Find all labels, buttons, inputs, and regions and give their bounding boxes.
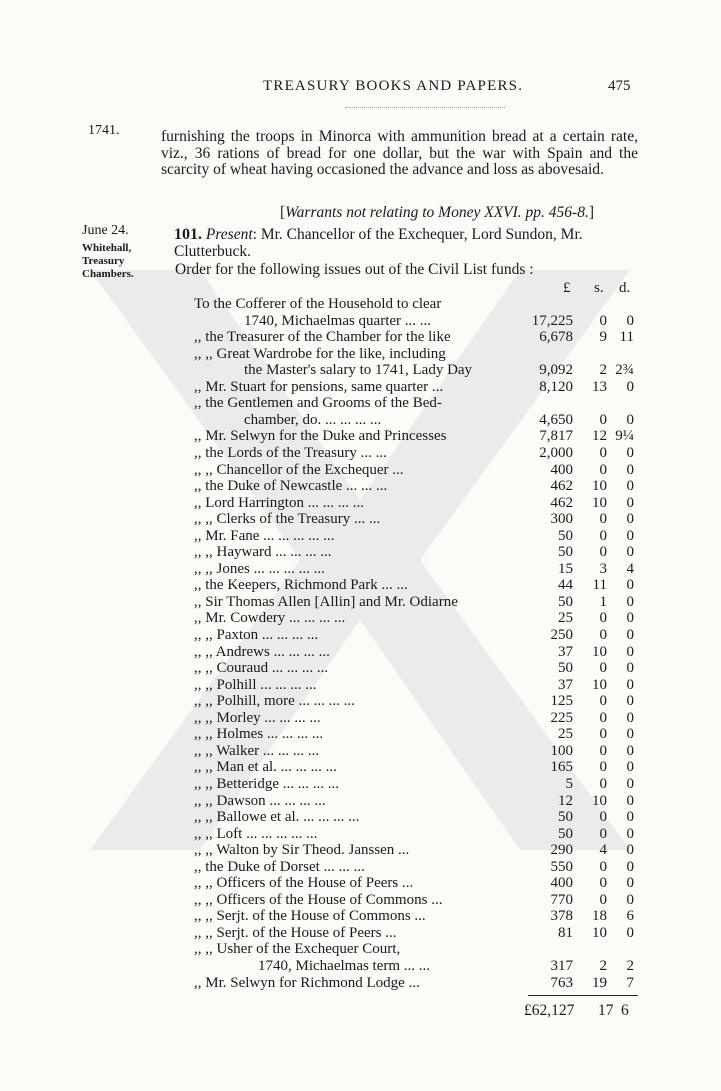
amount-pence: 11 <box>619 329 634 346</box>
amount-pounds: 17,225 <box>531 312 573 329</box>
amount-pence: 2 <box>626 958 634 974</box>
amount-shillings: 0 <box>599 312 607 329</box>
amount-pounds: 9,092 <box>539 362 573 379</box>
row-description: ,, ,, Man et al. ... ... ... ... <box>194 759 337 776</box>
amount-pounds: 400 <box>550 461 573 478</box>
amount-pence: 0 <box>626 478 634 495</box>
amount-shillings: 0 <box>599 511 607 528</box>
amount-pence: 0 <box>626 842 634 859</box>
row-description: ,, ,, Hayward ... ... ... ... <box>194 544 332 561</box>
row-description: ,, ,, Clerks of the Treasury ... ... <box>194 511 381 528</box>
total-shillings: 17 <box>598 1002 614 1019</box>
row-description: 1740, Michaelmas term ... ... <box>258 958 431 974</box>
table-row <box>0 677 721 694</box>
amount-pounds: 125 <box>550 693 573 710</box>
table-row <box>0 660 721 677</box>
amount-pounds: 250 <box>550 627 573 643</box>
amount-pence: 0 <box>626 527 634 544</box>
amount-shillings: 0 <box>599 411 607 428</box>
amount-pence: 0 <box>626 577 634 594</box>
table-row <box>0 809 721 826</box>
amount-shillings: 4 <box>599 842 607 859</box>
table-row <box>0 511 721 528</box>
amount-pounds: 165 <box>550 759 573 776</box>
amount-pence: 0 <box>626 875 634 892</box>
table-row <box>0 610 721 627</box>
table-row <box>0 975 721 992</box>
total-rule <box>528 995 638 996</box>
table-row <box>0 495 721 512</box>
row-description: ,, the Keepers, Richmond Park ... ... <box>194 577 408 594</box>
row-description: ,, ,, Walker ... ... ... ... <box>194 742 320 759</box>
col-header-pence: d. <box>619 280 631 296</box>
amount-shillings: 19 <box>592 974 607 991</box>
row-description: ,, the Gentlemen and Grooms of the Bed- <box>194 395 442 412</box>
table-row <box>0 577 721 594</box>
amount-pounds: 378 <box>550 908 573 925</box>
total-pounds: £62,127 <box>524 1002 575 1019</box>
row-description: To the Cofferer of the Household to clear <box>194 296 442 312</box>
amount-pounds: 12 <box>558 792 573 809</box>
row-description: ,, ,, Usher of the Exchequer Court, <box>194 941 401 958</box>
amount-pence: 0 <box>626 511 634 528</box>
amount-shillings: 0 <box>599 444 607 461</box>
amount-pence: 0 <box>626 610 634 627</box>
table-row <box>0 379 721 396</box>
row-description: ,, ,, Loft ... ... ... ... ... <box>194 825 318 842</box>
row-description: ,, Mr. Fane ... ... ... ... ... <box>194 527 335 544</box>
amount-pounds: 37 <box>558 643 573 660</box>
table-row <box>0 627 721 644</box>
amount-pence: 0 <box>626 742 634 759</box>
present-text: : Mr. Chancellor of the Exchequer, Lord Sundon, Mr. Clutterbuck. <box>174 226 583 260</box>
amount-pounds: 317 <box>550 958 573 974</box>
amount-shillings: 0 <box>599 759 607 776</box>
col-header-shillings: s. <box>594 280 604 296</box>
amount-pounds: 37 <box>558 676 573 693</box>
amount-pence: 0 <box>626 444 634 461</box>
col-header-pounds: £ <box>563 280 571 296</box>
table-row <box>0 859 721 876</box>
amount-pence: 9¼ <box>615 428 634 445</box>
table-row <box>0 693 721 710</box>
margin-place-3: Chambers. <box>82 268 134 280</box>
amount-pounds: 7,817 <box>539 428 573 445</box>
amount-pounds: 100 <box>550 742 573 759</box>
amount-pounds: 25 <box>558 610 573 627</box>
table-row <box>0 776 721 793</box>
table-row <box>0 908 721 925</box>
amount-pounds: 6,678 <box>539 329 573 346</box>
amount-shillings: 0 <box>599 891 607 908</box>
table-row <box>0 428 721 445</box>
row-description: ,, ,, Great Wardrobe for the like, including <box>194 345 446 362</box>
amount-pence: 4 <box>626 560 634 577</box>
total-pence: 6 <box>621 1002 629 1019</box>
amount-shillings: 10 <box>592 494 607 511</box>
entry-heading <box>174 227 640 260</box>
row-description: ,, ,, Serjt. of the House of Commons ... <box>194 908 426 925</box>
warrant-note <box>280 204 594 222</box>
page-number: 475 <box>608 78 631 94</box>
amount-pence: 0 <box>626 891 634 908</box>
table-row <box>0 296 721 313</box>
row-description: ,, ,, Officers of the House of Peers ... <box>194 875 414 892</box>
table-row <box>0 644 721 661</box>
row-description: ,, ,, Paxton ... ... ... ... <box>194 627 319 643</box>
row-description: ,, ,, Polhill ... ... ... ... <box>194 676 317 693</box>
amount-pounds: 25 <box>558 726 573 743</box>
amount-pence: 2¾ <box>615 362 634 379</box>
amount-pence: 0 <box>626 544 634 561</box>
row-description: ,, ,, Serjt. of the House of Peers ... <box>194 924 397 941</box>
amount-shillings: 10 <box>592 643 607 660</box>
table-row <box>0 561 721 578</box>
amount-shillings: 0 <box>599 858 607 875</box>
amount-pounds: 50 <box>558 544 573 561</box>
row-description: ,, the Duke of Dorset ... ... ... <box>194 858 365 875</box>
table-row <box>0 892 721 909</box>
row-description: the Master's salary to 1741, Lady Day <box>244 362 473 379</box>
table-row <box>0 842 721 859</box>
bracket-close: ] <box>588 204 595 221</box>
amount-shillings: 0 <box>599 693 607 710</box>
amount-pence: 0 <box>626 775 634 792</box>
amount-pounds: 763 <box>550 974 573 991</box>
table-row <box>0 329 721 346</box>
row-description: ,, ,, Betteridge ... ... ... ... <box>194 775 339 792</box>
amount-shillings: 0 <box>599 461 607 478</box>
table-row <box>0 743 721 760</box>
row-description: ,, Mr. Stuart for pensions, same quarter ... <box>194 378 444 395</box>
table-row <box>0 313 721 330</box>
row-description: ,, Sir Thomas Allen [Allin] and Mr. Odiarne <box>194 593 458 610</box>
amount-shillings: 13 <box>592 378 607 395</box>
amount-pounds: 462 <box>550 478 573 495</box>
margin-year: 1741. <box>88 123 120 138</box>
row-description: ,, Mr. Selwyn for the Duke and Princesses <box>194 428 447 445</box>
margin-date: June 24. <box>82 223 129 238</box>
amount-shillings: 0 <box>599 709 607 726</box>
row-description: ,, ,, Jones ... ... ... ... ... <box>194 560 325 577</box>
row-description: ,, ,, Morley ... ... ... ... <box>194 709 321 726</box>
table-row <box>0 395 721 412</box>
table-row <box>0 528 721 545</box>
amount-shillings: 0 <box>599 544 607 561</box>
table-row <box>0 594 721 611</box>
amount-shillings: 0 <box>599 809 607 826</box>
amount-pence: 0 <box>626 378 634 395</box>
entry-number: 101. <box>174 226 202 243</box>
amount-pounds: 225 <box>550 709 573 726</box>
amount-shillings: 9 <box>599 329 607 346</box>
amount-pounds: 50 <box>558 825 573 842</box>
amount-shillings: 2 <box>599 362 607 379</box>
amount-shillings: 0 <box>599 875 607 892</box>
amount-shillings: 10 <box>592 478 607 495</box>
amount-pounds: 400 <box>550 875 573 892</box>
amount-pence: 6 <box>626 908 634 925</box>
row-description: chamber, do. ... ... ... ... <box>244 411 382 428</box>
amount-pence: 0 <box>626 676 634 693</box>
row-description: ,, Lord Harrington ... ... ... ... <box>194 494 364 511</box>
row-description: ,, Mr. Cowdery ... ... ... ... <box>194 610 346 627</box>
table-row <box>0 793 721 810</box>
table-row <box>0 544 721 561</box>
table-row <box>0 462 721 479</box>
amount-pence: 0 <box>626 858 634 875</box>
row-description: ,, ,, Polhill, more ... ... ... ... <box>194 693 355 710</box>
table-row <box>0 710 721 727</box>
row-description: ,, ,, Officers of the House of Commons ... <box>194 891 443 908</box>
amount-pence: 0 <box>626 494 634 511</box>
running-title: TREASURY BOOKS AND PAPERS. <box>263 78 524 94</box>
amount-pence: 0 <box>626 461 634 478</box>
amount-shillings: 0 <box>599 726 607 743</box>
row-description: ,, ,, Ballowe et al. ... ... ... ... <box>194 809 360 826</box>
amount-shillings: 0 <box>599 527 607 544</box>
table-row <box>0 941 721 958</box>
table-row <box>0 875 721 892</box>
table-row <box>0 478 721 495</box>
amount-shillings: 10 <box>592 792 607 809</box>
amount-pence: 0 <box>626 924 634 941</box>
amount-pounds: 300 <box>550 511 573 528</box>
amount-pounds: 2,000 <box>539 444 573 461</box>
amount-shillings: 18 <box>592 908 607 925</box>
amount-shillings: 11 <box>592 577 607 594</box>
amount-pounds: 550 <box>550 858 573 875</box>
amount-pounds: 770 <box>550 891 573 908</box>
amount-shillings: 0 <box>599 627 607 643</box>
amount-pounds: 462 <box>550 494 573 511</box>
amount-pounds: 50 <box>558 527 573 544</box>
row-description: ,, the Treasurer of the Chamber for the like <box>194 329 451 346</box>
row-description: ,, the Lords of the Treasury ... ... <box>194 444 387 461</box>
amount-pence: 0 <box>626 312 634 329</box>
amount-shillings: 10 <box>592 924 607 941</box>
amount-pounds: 50 <box>558 660 573 677</box>
amount-shillings: 12 <box>592 428 607 445</box>
amount-pence: 0 <box>626 726 634 743</box>
amount-pence: 0 <box>626 643 634 660</box>
amount-pence: 0 <box>626 759 634 776</box>
table-row <box>0 826 721 843</box>
amount-pence: 0 <box>626 660 634 677</box>
amount-shillings: 10 <box>592 676 607 693</box>
row-description: 1740, Michaelmas quarter ... ... <box>244 312 432 329</box>
row-description: ,, the Duke of Newcastle ... ... ... <box>194 478 388 495</box>
margin-place-2: Treasury <box>82 255 125 267</box>
bracket-open: [ <box>280 204 286 221</box>
amount-pounds: 15 <box>558 560 573 577</box>
amount-pounds: 290 <box>550 842 573 859</box>
amount-pounds: 8,120 <box>539 378 573 395</box>
amount-shillings: 0 <box>599 660 607 677</box>
amount-pence: 0 <box>626 809 634 826</box>
intro-paragraph: furnishing the troops in Minorca with ammunition bread at a certain rate, viz., 36 rations of bread for one dollar, but the war with Spain and the scarcity of wheat having occasioned the advance and loss as abovesaid. <box>161 128 638 178</box>
present-label: Present <box>205 226 253 243</box>
amount-pence: 7 <box>626 974 634 991</box>
table-row <box>0 362 721 379</box>
order-line: Order for the following issues out of the Civil List funds : <box>175 261 534 278</box>
amount-pounds: 4,650 <box>539 411 573 428</box>
table-row <box>0 958 721 975</box>
row-description: ,, ,, Walton by Sir Theod. Janssen ... <box>194 842 410 859</box>
table-row <box>0 759 721 776</box>
amount-shillings: 0 <box>599 742 607 759</box>
row-description: ,, ,, Couraud ... ... ... ... <box>194 660 329 677</box>
margin-place-1: Whitehall, <box>82 242 132 254</box>
amount-pounds: 50 <box>558 593 573 610</box>
row-description: ,, ,, Chancellor of the Exchequer ... <box>194 461 404 478</box>
amount-pence: 0 <box>626 693 634 710</box>
table-row <box>0 726 721 743</box>
amount-shillings: 2 <box>599 958 607 974</box>
amount-shillings: 3 <box>599 560 607 577</box>
amount-pence: 0 <box>626 825 634 842</box>
amount-pence: 0 <box>626 709 634 726</box>
amount-shillings: 0 <box>599 825 607 842</box>
amount-shillings: 0 <box>599 610 607 627</box>
table-row <box>0 412 721 429</box>
row-description: ,, ,, Holmes ... ... ... ... <box>194 726 324 743</box>
amount-pence: 0 <box>626 792 634 809</box>
amount-shillings: 0 <box>599 775 607 792</box>
table-row <box>0 346 721 363</box>
amount-pence: 0 <box>626 411 634 428</box>
amount-pence: 0 <box>626 627 634 643</box>
row-description: ,, ,, Andrews ... ... ... ... <box>194 643 330 660</box>
row-description: ,, Mr. Selwyn for Richmond Lodge ... <box>194 974 420 991</box>
table-row <box>0 925 721 942</box>
amount-pounds: 5 <box>565 775 573 792</box>
amount-pounds: 44 <box>558 577 573 594</box>
amount-pounds: 50 <box>558 809 573 826</box>
table-row <box>0 445 721 462</box>
header-divider <box>345 107 505 109</box>
amount-pence: 0 <box>626 593 634 610</box>
amount-pounds: 81 <box>558 924 573 941</box>
row-description: ,, ,, Dawson ... ... ... ... <box>194 792 326 809</box>
amount-shillings: 1 <box>599 593 607 610</box>
warrant-text: Warrants not relating to Money XXVI. pp. 456-8. <box>285 204 589 221</box>
